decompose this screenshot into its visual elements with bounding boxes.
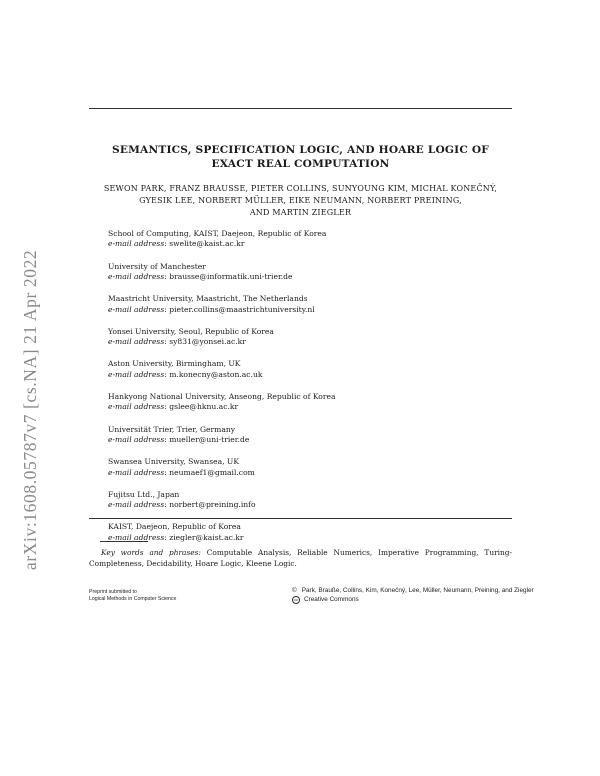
email-address[interactable]: m.konecny@aston.ac.uk bbox=[169, 369, 263, 379]
email-address[interactable]: norbert@preining.info bbox=[169, 500, 256, 510]
affiliation-name: Maastricht University, Maastricht, The Netherlands bbox=[108, 294, 308, 304]
affiliation-name: Aston University, Birmingham, UK bbox=[108, 359, 241, 369]
affiliation-name: Universität Trier, Trier, Germany bbox=[108, 424, 236, 434]
affiliation-name: Hankyong National University, Anseong, Republic of Korea bbox=[108, 392, 336, 402]
affiliation-item: University of Manchester e-mail address: brausse@informatik.uni-trier.de bbox=[108, 262, 508, 283]
affiliation-item: Yonsei University, Seoul, Republic of Korea e-mail address: sy831@yonsei.ac.kr bbox=[108, 327, 508, 348]
email-label: e-mail address bbox=[108, 500, 165, 510]
email-label: e-mail address bbox=[108, 435, 165, 445]
bottom-rule bbox=[89, 518, 512, 519]
paper-title bbox=[89, 143, 512, 171]
affiliation-item: School of Computing, KAIST, Daejeon, Republic of Korea e-mail address: swelite@kaist.ac.kr bbox=[108, 229, 508, 250]
affiliation-name: Fujitsu Ltd., Japan bbox=[108, 489, 180, 499]
author-list bbox=[89, 183, 512, 219]
affiliation-name: KAIST, Daejeon, Republic of Korea bbox=[108, 522, 241, 532]
top-rule bbox=[89, 108, 512, 109]
email-address[interactable]: neumaef1@gmail.com bbox=[169, 467, 255, 477]
email-address[interactable]: ziegler@kaist.ac.kr bbox=[169, 532, 244, 542]
email-label: e-mail address bbox=[108, 272, 165, 282]
email-address[interactable]: brausse@informatik.uni-trier.de bbox=[169, 272, 293, 282]
license-name[interactable]: Creative Commons bbox=[304, 595, 359, 603]
email-address[interactable]: swelite@kaist.ac.kr bbox=[169, 239, 245, 249]
email-label: e-mail address bbox=[108, 402, 165, 412]
journal-name: Logical Methods in Computer Science bbox=[89, 596, 177, 603]
journal-footer bbox=[89, 589, 176, 604]
email-address[interactable]: gslee@hknu.ac.kr bbox=[169, 402, 239, 412]
copyright-icon: © bbox=[292, 587, 297, 594]
affiliation-name: University of Manchester bbox=[108, 261, 206, 271]
arxiv-stamp: arXiv:1608.05787v7 [cs.NA] 21 Apr 2022 bbox=[20, 249, 40, 570]
email-address[interactable]: mueller@uni-trier.de bbox=[169, 435, 250, 445]
email-label: e-mail address bbox=[108, 304, 165, 314]
authors-line-1: SEWON PARK, FRANZ BRAUSSE, PIETER COLLINS, SUNYOUNG KIM, MICHAL KONEČNÝ, bbox=[103, 184, 498, 193]
affiliation-item: Aston University, Birmingham, UK e-mail address: m.konecny@aston.ac.uk bbox=[108, 359, 508, 380]
creative-commons-icon: cc bbox=[294, 596, 298, 602]
affiliation-name: Swansea University, Swansea, UK bbox=[108, 457, 240, 467]
affiliation-item: Maastricht University, Maastricht, The Netherlands e-mail address: pieter.collins@maastrichtuniversity.nl bbox=[108, 294, 508, 315]
authors-line-2: GYESIK LEE, NORBERT MÜLLER, EIKE NEUMANN, NORBERT PREINING, bbox=[139, 196, 462, 205]
email-address[interactable]: sy831@yonsei.ac.kr bbox=[169, 337, 246, 347]
affiliation-name: Yonsei University, Seoul, Republic of Korea bbox=[108, 326, 274, 336]
affiliation-item: Hankyong National University, Anseong, Republic of Korea e-mail address: gslee@hknu.ac.kr bbox=[108, 392, 508, 413]
affiliation-name: School of Computing, KAIST, Daejeon, Republic of Korea bbox=[108, 229, 327, 238]
authors-line-3: AND MARTIN ZIEGLER bbox=[249, 208, 352, 217]
affiliation-item: Universität Trier, Trier, Germany e-mail address: mueller@uni-trier.de bbox=[108, 425, 508, 446]
copyright-holders: Park, Brauße, Collins, Kim, Konečný, Lee, Müller, Neumann, Preining, and Ziegler bbox=[301, 587, 534, 594]
email-label: e-mail address bbox=[108, 467, 165, 477]
affiliation-list bbox=[108, 229, 508, 555]
email-label: e-mail address bbox=[108, 369, 165, 379]
footnote-rule bbox=[100, 541, 148, 542]
affiliation-item: Swansea University, Swansea, UK e-mail address: neumaef1@gmail.com bbox=[108, 457, 508, 478]
title-line-2: EXACT REAL COMPUTATION bbox=[211, 158, 390, 170]
email-address[interactable]: pieter.collins@maastrichtuniversity.nl bbox=[169, 304, 315, 314]
affiliation-item: KAIST, Daejeon, Republic of Korea e-mail address: ziegler@kaist.ac.kr bbox=[108, 522, 508, 543]
keywords-text: Computable Analysis, Reliable Numerics, Imperative Programming, Turing-Completeness, Decidability, Hoare Logic, Kleene Logic. bbox=[89, 548, 512, 569]
keywords-label: Key words and phrases: bbox=[101, 548, 201, 557]
email-label: e-mail address bbox=[108, 239, 165, 249]
email-label: e-mail address bbox=[108, 532, 165, 542]
email-label: e-mail address bbox=[108, 337, 165, 347]
keywords-footnote bbox=[89, 547, 512, 569]
preprint-note: Preprint submitted to bbox=[89, 589, 137, 595]
affiliation-item: Fujitsu Ltd., Japan e-mail address: norbert@preining.info bbox=[108, 490, 508, 511]
title-line-1: SEMANTICS, SPECIFICATION LOGIC, AND HOARE LOGIC OF bbox=[112, 144, 489, 156]
license-footer bbox=[292, 587, 534, 604]
